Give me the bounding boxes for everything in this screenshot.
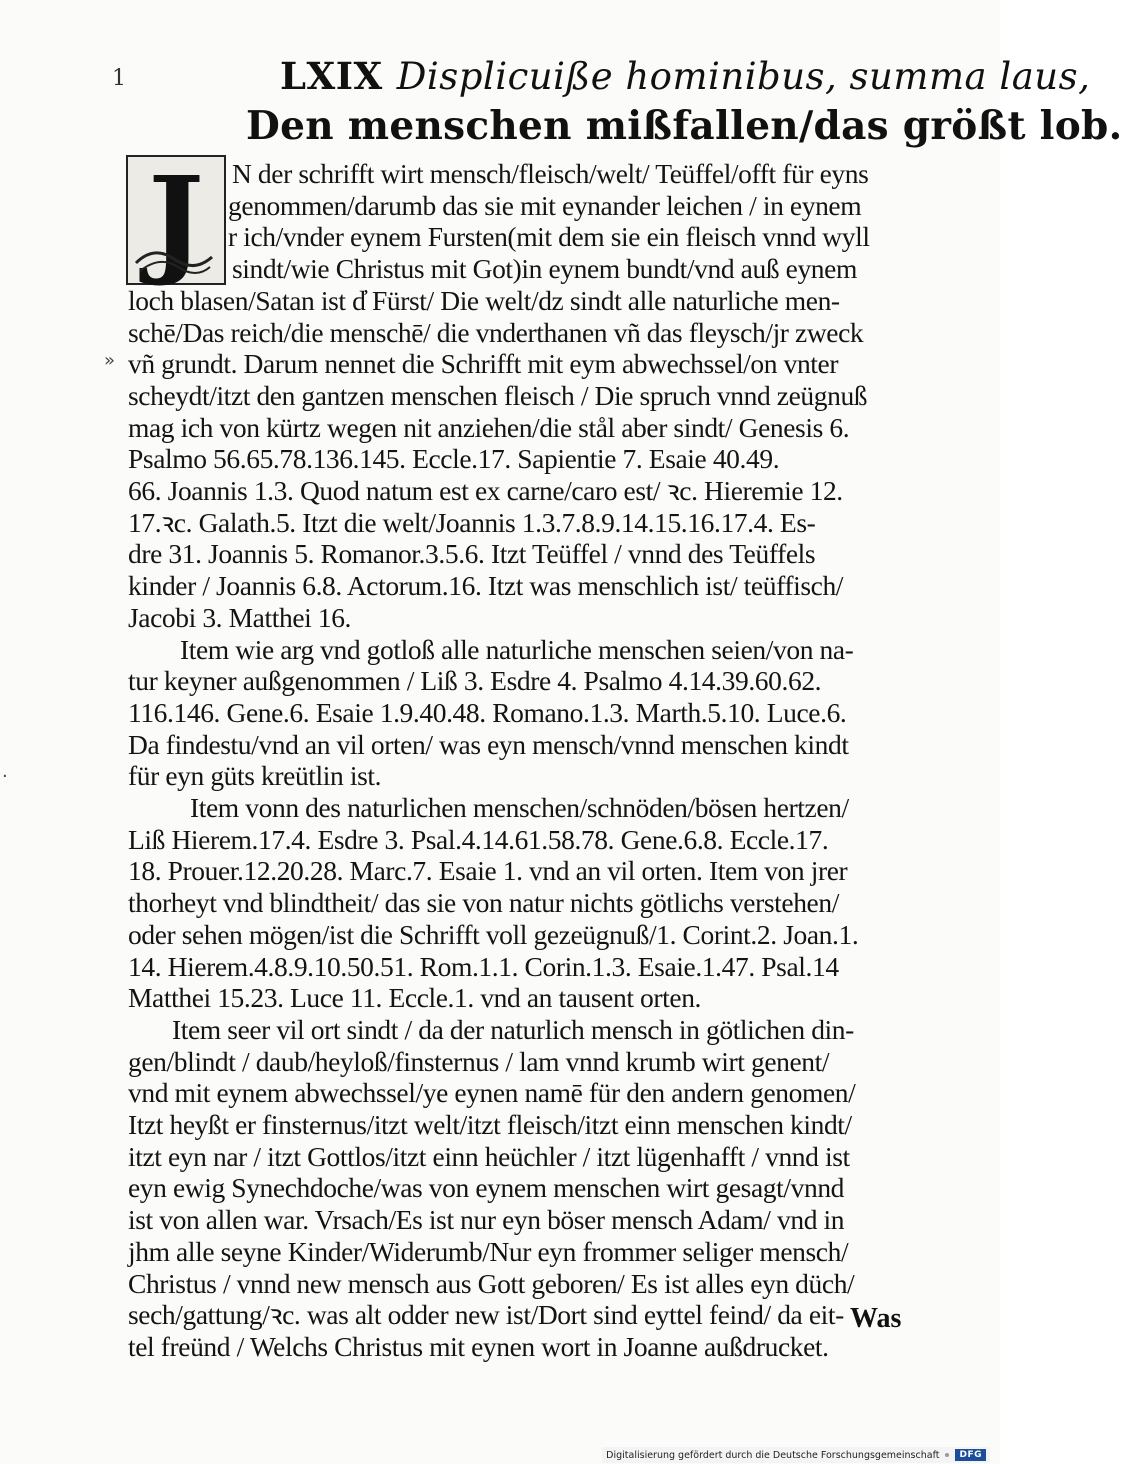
text-line: scheydt/itzt den gantzen menschen fleisch / Die spruch vnnd zeügnuß [128,379,868,411]
text-line: 18. Prouer.12.20.28. Marc.7. Esaie 1. vnd an vil orten. Item von jrer [128,855,848,887]
text-line: loch blasen/Satan ist d̓ Fürst/ Die welt/dz sindt alle naturliche men- [128,284,840,316]
german-title: Den menschen mißfallen/das größt lob. [246,103,1123,149]
text-line: Matthei 15.23. Luce 11. Eccle.1. vnd an tausent orten. [128,982,702,1014]
text-line: tel freünd / Welchs Christus mit eynen wort in Joanne außdrucket. [128,1330,829,1362]
margin-arrow-icon: » [104,350,116,371]
text-line: Itzt heyßt er finsternus/itzt welt/itzt fleisch/itzt einn menschen kindt/ [128,1109,852,1140]
text-line: N der schrifft wirt mensch/fleisch/welt/ Teüffel/offt für eyns [232,158,869,189]
text-line: mag ich von kürtz wegen nit anziehen/die stål aber sindt/ Genesis 6. [128,411,850,443]
initial-letter: J [148,150,204,289]
text-line: Item wie arg vnd gotloß alle naturliche menschen seien/von na- [180,633,854,665]
initial-ornament-icon [134,243,214,273]
catchword: Was [850,1303,902,1334]
margin-dot-icon: · [2,766,8,787]
text-line: Item vonn des naturlichen menschen/schnöden/bösen hertzen/ [190,792,849,823]
text-line: Da findestu/vnd an vil orten/ was eyn mensch/vnnd menschen kindt [128,728,849,760]
footer-separator-icon [945,1453,949,1457]
text-line: genommen/darumb das sie mit eynander leichen / in eynem [228,189,862,221]
latin-title-text: Displicuiße hominibus, summa laus, [396,55,1091,98]
text-line: vñ grundt. Darum nennet die Schrifft mit eym abwechssel/on vnter [128,348,839,380]
footer-text: Digitalisierung gefördert durch die Deutsche Forschungsgemeinschaft [606,1449,940,1461]
text-line: jhm alle seyne Kinder/Widerumb/Nur eyn frommer seliger mensch/ [128,1235,849,1267]
text-line: sindt/wie Christus mit Got)in eynem bundt/vnd auß eynem [232,253,857,285]
latin-title [280,54,1091,98]
text-line: r ich/vnder eynem Fursten(mit dem sie ein fleisch vnnd wyll [228,221,870,253]
text-line: Item seer vil ort sindt / da der naturlich mensch in götlichen din- [172,1013,854,1045]
text-line: 116.146. Gene.6. Esaie 1.9.40.48. Romano.1.3. Marth.5.10. Luce.6. [128,696,847,728]
text-line: ist von allen war. Vrsach/Es ist nur eyn böser mensch Adam/ vnd in [128,1204,845,1236]
digitization-footer [602,1447,990,1463]
text-line: 14. Hierem.4.8.9.10.50.51. Rom.1.1. Corin.1.3. Esaie.1.47. Psal.14 [128,950,839,982]
text-line: tur keyner außgenommen / Liß 3. Esdre 4. Psalmo 4.14.39.60.62. [128,665,822,697]
text-line: vnd mit eynem abwechssel/ye eynen namē für den andern genomen/ [128,1077,856,1109]
text-line: für eyn güts kreütlin ist. [128,760,382,792]
text-line: Christus / vnnd new mensch aus Gott geboren/ Es ist alles eyn düch/ [128,1267,855,1299]
folio-number: LXIX [280,54,383,98]
text-line: Liß Hierem.17.4. Esdre 3. Psal.4.14.61.58.78. Gene.6.8. Eccle.17. [128,823,829,855]
text-line: oder sehen mögen/ist die Schrifft voll gezeügnuß/1. Corint.2. Joan.1. [128,918,859,950]
text-line: Psalmo 56.65.78.136.145. Eccle.17. Sapientie 7. Esaie 40.49. [128,443,780,475]
text-line: dre 31. Joannis 5. Romanor.3.5.6. Itzt Teüffel / vnnd des Teüffels [128,538,816,570]
dfg-logo: DFG [955,1449,986,1461]
text-line: 17.ꝛc. Galath.5. Itzt die welt/Joannis 1.3.7.8.9.14.15.16.17.4. Es- [128,506,816,538]
text-line: gen/blindt / daub/heyloß/finsternus / lam vnnd krumb wirt genent/ [128,1045,830,1077]
text-line: 66. Joannis 1.3. Quod natum est ex carne/caro est/ ꝛc. Hieremie 12. [128,475,843,506]
text-line: sech/gattung/ꝛc. was alt odder new ist/Dort sind eyttel feind/ da eit- [128,1299,844,1331]
text-line: Jacobi 3. Matthei 16. [128,601,352,633]
text-line: itzt eyn nar / itzt Gottlos/itzt einn heüchler / itzt lügenhafft / vnnd ist [128,1140,850,1172]
text-line: eyn ewig Synechdoche/was von eynem menschen wirt gesagt/vnnd [128,1172,845,1204]
text-line: schē/Das reich/die menschē/ die vnderthanen vñ das fleysch/jr zweck [128,316,864,348]
margin-mark: 1 [112,66,126,91]
text-line: thorheyt vnd blindtheit/ das sie von natur nichts götlichs verstehen/ [128,887,839,919]
text-line: kinder / Joannis 6.8. Actorum.16. Itzt was menschlich ist/ teüffisch/ [128,570,844,602]
decorated-initial [126,150,226,289]
